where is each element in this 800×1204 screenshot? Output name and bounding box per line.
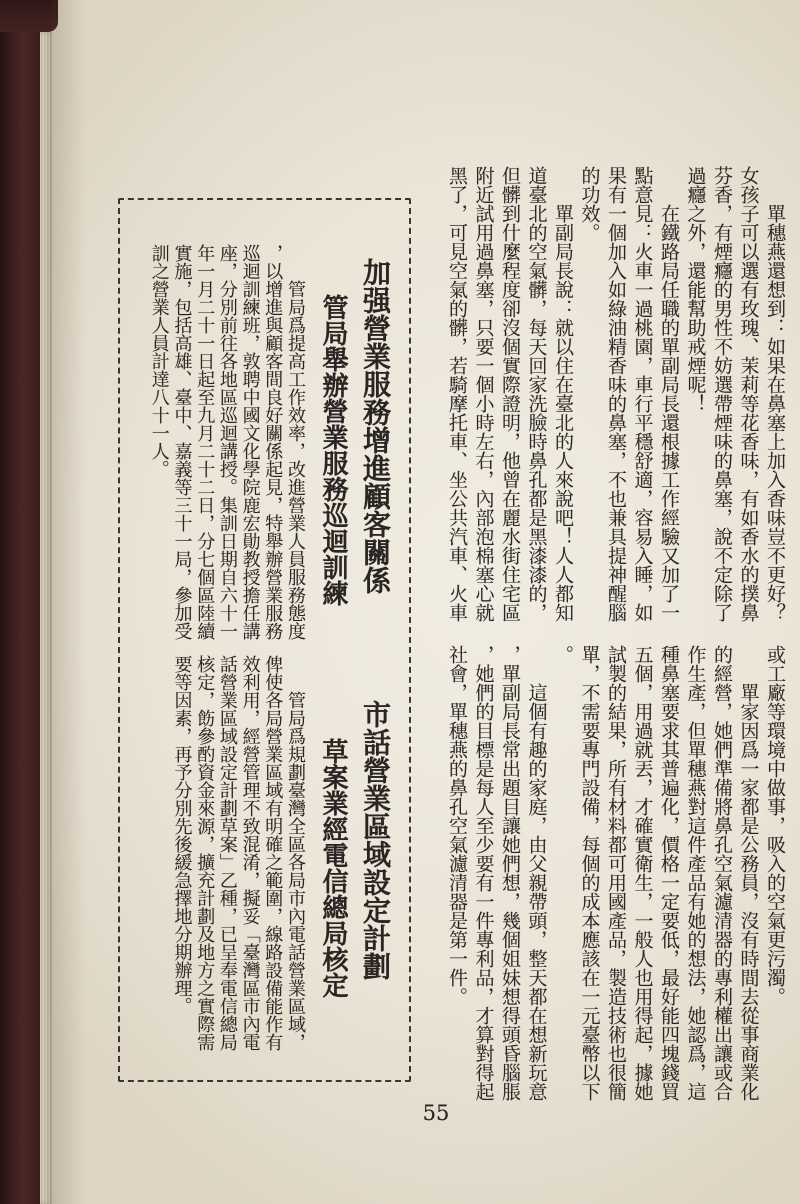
text-column: 的經營，她們準備將鼻孔空氣濾清器的專利權出讓或合 — [711, 645, 733, 1101]
text-column: 單，不需要專門設備，每個的成本應該在一元臺幣以下 — [578, 645, 601, 1101]
text-column: 俾使各局營業區域有明確之範圍，線路設備能作有 — [262, 655, 284, 1051]
text-column: ，以增進與顧客間良好關係起見，特舉辦營業服務 — [262, 244, 284, 640]
text-column: 管局爲提高工作效率，改進營業人員服務態度 — [285, 280, 306, 640]
text-column: 話營業區域設定計劃草案」乙種，已呈奉電信總局 — [216, 655, 238, 1051]
text-column: 單副局長說：就以住在臺北的人來說吧！人人都知 — [552, 204, 574, 622]
text-column: 年一月二十一日起至九月二十二日，分七個區陸續 — [194, 244, 216, 640]
book-cover-edge — [0, 0, 40, 1204]
text-column: 芬香，有煙癮的男性不妨選帶煙味的鼻塞，說不定除了 — [711, 166, 733, 622]
book-cover-corner — [0, 0, 58, 32]
page-stack-edge — [40, 32, 52, 1204]
text-column: 單家因爲一家都是公務員，沒有時間去從事商業化 — [737, 683, 760, 1101]
text-column: 但髒到什麼程度卻沒個實際證明，他曾在麗水街住宅區 — [499, 166, 521, 622]
text-column: 這個有趣的家庭，由父親帶頭，整天都在想新玩意 — [525, 683, 548, 1101]
text-column: 實施，包括高雄、臺中、嘉義等三十一局，參加受 — [171, 244, 193, 640]
text-column: 或工廠等環境中做事，吸入的空氣更污濁。 — [764, 645, 786, 1006]
text-column: 巡迴訓練班，敦聘中國文化學院鹿宏勛教授擔任講 — [239, 244, 261, 640]
brief-2-body — [170, 655, 306, 1051]
text-column: 的功效。 — [578, 166, 601, 242]
brief-2-title: 市話營業區域設定計劃 — [359, 700, 392, 980]
text-column: 附近試用過鼻塞，只要一個小時左右，內部泡棉塞心就 — [472, 166, 495, 622]
text-column: 效利用，經營管理不致混淆，擬妥「臺灣區市內電 — [239, 655, 261, 1051]
text-column: 過癮之外，還能幫助戒煙呢！ — [684, 166, 707, 413]
text-column: 管局爲規劃臺灣全區各局市內電話營業區域， — [285, 691, 306, 1051]
text-column: 五個，用過就丟，才確實衛生，一般人也用得起，據她 — [631, 645, 654, 1101]
text-column: 訓之營業人員計達八十一人。 — [148, 244, 170, 478]
news-briefs-box — [118, 198, 411, 1082]
brief-2-subtitle: 草案業經電信總局核定 — [318, 738, 348, 998]
page-number: 55 — [422, 1101, 450, 1125]
article-text-lower — [444, 645, 789, 1101]
text-column: 單穗燕還想到：如果在鼻塞上加入香味豈不更好？ — [764, 204, 786, 622]
text-column: 核定，飭參酌資金來源，擴充計劃及地方之實際需 — [194, 655, 216, 1051]
brief-1-subtitle: 管局舉辦營業服務巡迴訓練 — [318, 294, 348, 606]
brief-1-title: 加强營業服務增進顧客關係 — [359, 258, 392, 594]
page-gutter-shadow — [52, 0, 86, 1204]
text-column: 黑了，可見空氣的髒，若騎摩托車、坐公共汽車、火車 — [446, 166, 468, 622]
text-column: 社會，單穗燕的鼻孔空氣濾清器是第一件。 — [446, 645, 468, 1006]
text-column: 試製的結果，所有材料都可用國產品，製造技術也很簡 — [605, 645, 627, 1101]
text-column: 要等因素，再予分別先後緩急擇地分期辦理。 — [171, 655, 193, 1015]
brief-1-body — [147, 244, 306, 640]
text-column: 果有一個加入如綠油精香味的鼻塞，不也兼具提神醒腦 — [605, 166, 627, 622]
text-column: 女孩子可以選有玫瑰、茉莉等花香味，有如香水的撲鼻 — [737, 166, 760, 622]
text-column: 。 — [552, 645, 574, 664]
text-column: 點意見：火車一過桃園，車行平穩舒適，容易入睡，如 — [631, 166, 654, 622]
text-column: 種鼻塞要求其普遍化，價格一定要低，最好能四塊錢買 — [658, 645, 680, 1101]
text-column: ，單副局長常出題目讓她們想，幾個姐妹想得頭昏腦脹 — [499, 645, 521, 1101]
text-column: 座，分別前往各地區巡迴講授。集訓日期自六十一 — [216, 244, 238, 640]
text-column: 道臺北的空氣髒，每天回家洗臉時鼻孔都是黑漆漆的， — [525, 166, 548, 622]
article-text-upper — [444, 166, 789, 622]
text-column: ，她們的目標是每人至少要有一件專利品，才算對得起 — [472, 645, 495, 1101]
text-column: 作生產，但單穗燕對這件產品有她的想法，她認爲，這 — [684, 645, 707, 1101]
text-column: 在鐵路局任職的單副局長還根據工作經驗又加了一 — [658, 204, 680, 622]
